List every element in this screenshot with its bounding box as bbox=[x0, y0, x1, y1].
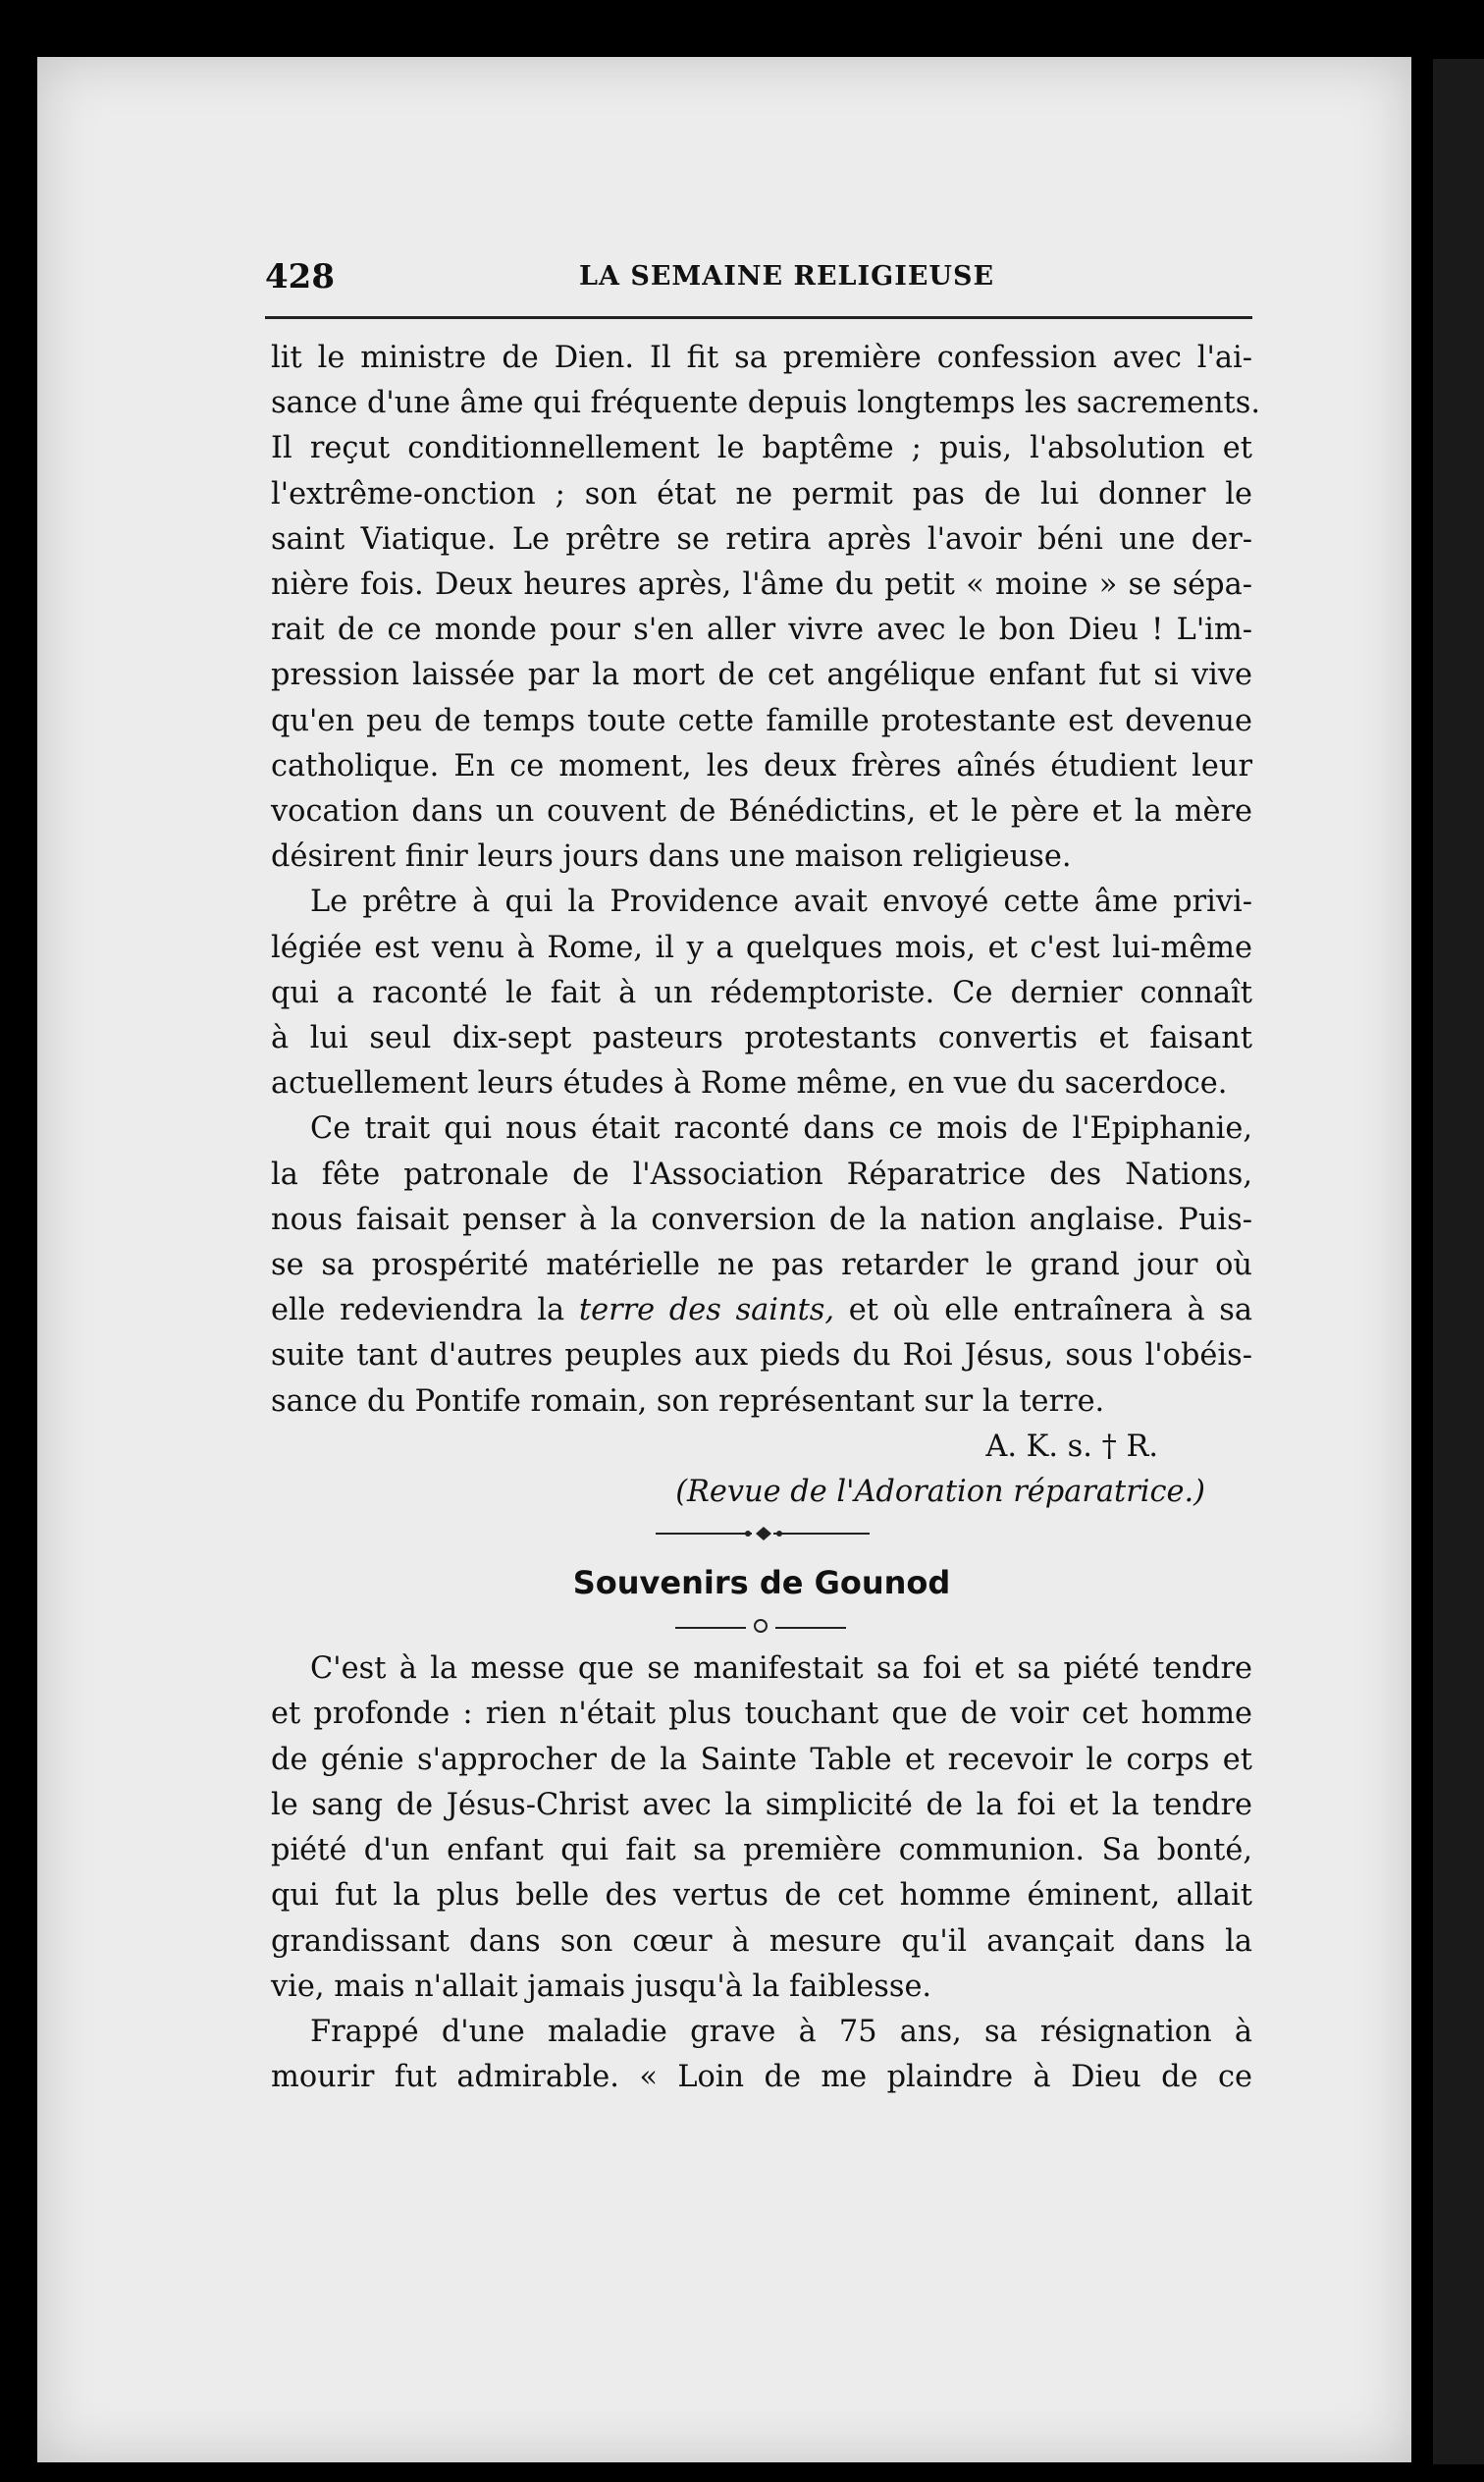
source-citation: (Revue de l'Adoration réparatrice.) bbox=[675, 1475, 1205, 1510]
page-body bbox=[271, 336, 1261, 2100]
text-line: la fête patronale de l'Association Réparatrice des Nations, bbox=[271, 1157, 1252, 1192]
text-line: nous faisait penser à la conversion de la nation anglaise. Puis- bbox=[271, 1202, 1252, 1237]
text-line: qu'en peu de temps toute cette famille protestante est devenue bbox=[271, 703, 1252, 738]
text-fragment: et où elle entraînera à sa bbox=[848, 1293, 1252, 1328]
text-line: légiée est venu à Rome, il y a quelques mois, et c'est lui-même bbox=[271, 930, 1252, 965]
text-line: Le prêtre à qui la Providence avait envoyé cette âme privi- bbox=[310, 885, 1252, 920]
page-number: 428 bbox=[265, 257, 335, 297]
text-line: grandissant dans son cœur à mesure qu'il avançait dans la bbox=[271, 1923, 1252, 1959]
text-line: Frappé d'une maladie grave à 75 ans, sa résignation à bbox=[310, 2014, 1252, 2049]
text-line: lit le ministre de Dien. Il fit sa première confession avec l'ai- bbox=[271, 341, 1252, 375]
header-rule bbox=[265, 316, 1252, 319]
text-line: qui fut la plus belle des vertus de cet homme éminent, allait bbox=[271, 1878, 1252, 1914]
text-line: catholique. En ce moment, les deux frères aînés étudient leur bbox=[271, 748, 1252, 783]
paragraph bbox=[271, 1646, 1252, 2010]
text-line: sance d'une âme qui fréquente depuis longtemps les sacrements. bbox=[271, 386, 1261, 421]
paragraph bbox=[271, 880, 1252, 1106]
text-line: actuellement leurs études à Rome même, en vue du sacerdoce. bbox=[271, 1066, 1228, 1102]
text-line: et profonde : rien n'était plus touchant que de voir cet homme bbox=[271, 1697, 1252, 1732]
text-line: rait de ce monde pour s'en aller vivre avec le bon Dieu ! L'im- bbox=[271, 613, 1252, 648]
italic-phrase: terre des saints, bbox=[578, 1293, 835, 1328]
paragraph bbox=[271, 1106, 1252, 1424]
text-line: saint Viatique. Le prêtre se retira après l'avoir béni une der- bbox=[271, 521, 1252, 557]
text-line: l'extrême-onction ; son état ne permit pas de lui donner le bbox=[271, 476, 1252, 512]
text-line: désirent finir leurs jours dans une maison religieuse. bbox=[271, 839, 1072, 875]
section-title: Souvenirs de Gounod bbox=[572, 1564, 951, 1602]
text-fragment: elle redeviendra la bbox=[271, 1293, 565, 1328]
divider-rule bbox=[675, 1627, 746, 1629]
text-line: vie, mais n'allait jamais jusqu'à la faiblesse. bbox=[271, 1969, 932, 2004]
text-line: piété d'un enfant qui fait sa première communion. Sa bonté, bbox=[271, 1833, 1252, 1868]
text-line: pression laissée par la mort de cet angélique enfant fut si vive bbox=[271, 658, 1252, 693]
text-line: se sa prospérité matérielle ne pas retarder le grand jour où bbox=[271, 1248, 1252, 1283]
text-line: vocation dans un couvent de Bénédictins, et le père et la mère bbox=[271, 794, 1252, 830]
paragraph bbox=[271, 336, 1261, 880]
divider-rule bbox=[775, 1627, 846, 1629]
adjacent-page-edge bbox=[1433, 59, 1484, 2464]
text-line: Il reçut conditionnellement le baptême ; puis, l'absolution et bbox=[271, 431, 1252, 466]
text-line bbox=[271, 1288, 1252, 1333]
text-line: nière fois. Deux heures après, l'âme du petit « moine » se sépa- bbox=[271, 567, 1252, 603]
title-divider-ornament bbox=[271, 1607, 1252, 1646]
text-line: C'est à la messe que se manifestait sa foi et sa piété tendre bbox=[310, 1651, 1252, 1687]
text-line: sance du Pontife romain, son représentant sur la terre. bbox=[271, 1383, 1105, 1419]
text-line: qui a raconté le fait à un rédemptoriste. Ce dernier connaît bbox=[271, 975, 1252, 1010]
paragraph bbox=[271, 2010, 1252, 2100]
page-header bbox=[265, 257, 1254, 304]
section-divider-ornament bbox=[271, 1515, 1252, 1556]
divider-rule bbox=[773, 1533, 870, 1535]
divider-rule bbox=[656, 1533, 752, 1535]
signature: A. K. s. † R. bbox=[985, 1429, 1158, 1464]
text-line: Ce trait qui nous était raconté dans ce mois de l'Epiphanie, bbox=[310, 1111, 1252, 1147]
text-line: suite tant d'autres peuples aux pieds du Roi Jésus, sous l'obéis- bbox=[271, 1338, 1252, 1374]
text-line: à lui seul dix-sept pasteurs protestants convertis et faisant bbox=[271, 1021, 1252, 1056]
running-title: LA SEMAINE RELIGIEUSE bbox=[579, 261, 995, 292]
circle-ornament-icon bbox=[754, 1619, 768, 1633]
text-line: de génie s'approcher de la Sainte Table et recevoir le corps et bbox=[271, 1742, 1252, 1777]
text-line: le sang de Jésus-Christ avec la simplicité de la foi et la tendre bbox=[271, 1787, 1252, 1822]
text-line: mourir fut admirable. « Loin de me plaindre à Dieu de ce bbox=[271, 2060, 1252, 2095]
